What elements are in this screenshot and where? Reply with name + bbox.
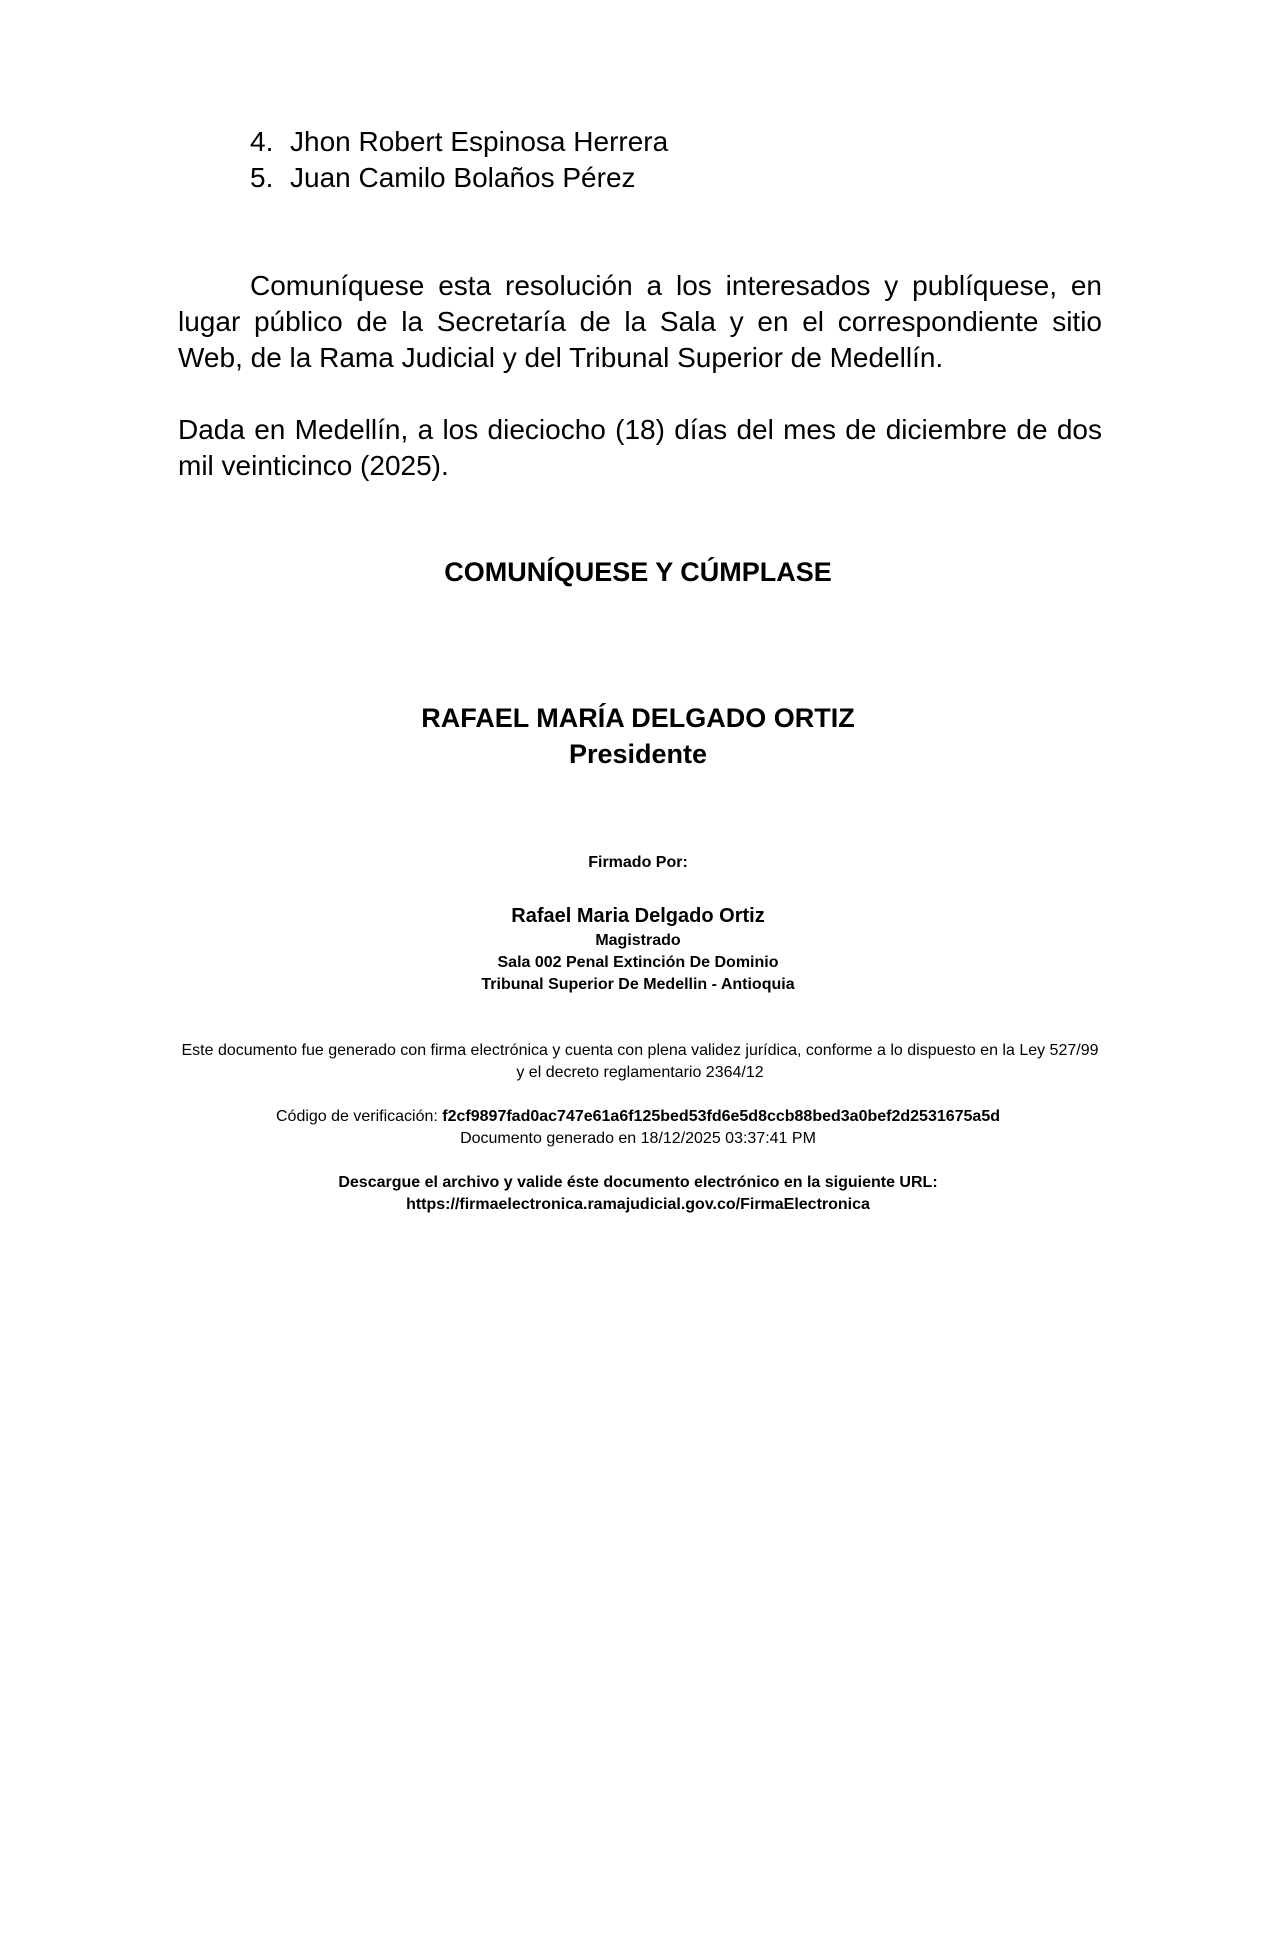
validation-url: https://firmaelectronica.ramajudicial.gov.co/FirmaElectronica [406,1196,870,1213]
e-signer-sala: Sala 002 Penal Extinción De Dominio [497,954,779,971]
verification-line [0,1106,1276,1128]
list-item-text: Jhon Robert Espinosa Herrera [290,126,669,157]
e-signer-tribunal: Tribunal Superior De Medellin - Antioquia [481,976,795,993]
verification-label: Código de verificación: [275,1108,443,1125]
list-item [250,124,668,160]
list-item-number: 4. [250,126,274,157]
list-item [250,160,668,196]
legal-notice: Este documento fue generado con firma electrónica y cuenta con plena validez jurídica, conforme a lo dispuesto en la Ley 527/99 y el decreto reglamentario 2364/12 [181,1042,1099,1081]
signatory-title: Presidente [568,739,708,769]
e-signer-name: Rafael Maria Delgado Ortiz [511,905,765,927]
e-signer-role: Magistrado [595,932,681,949]
list-item-number: 5. [250,162,274,193]
signatory-name: RAFAEL MARÍA DELGADO ORTIZ [421,703,855,733]
communication-paragraph: Comuníquese esta resolución a los interesados y publíquese, en lugar público de la Secretaría de la Sala y en el correspondiente sitio Web, de la Rama Judicial y del Tribunal Superior de Medellín. [178,270,1102,373]
closing-heading: COMUNÍQUESE Y CÚMPLASE [444,557,832,587]
generated-timestamp: Documento generado en 18/12/2025 03:37:41 PM [460,1130,816,1147]
name-list [250,124,668,196]
list-item-text: Juan Camilo Bolaños Pérez [290,162,636,193]
download-instructions: Descargue el archivo y valide éste documento electrónico en la siguiente URL: [338,1174,938,1191]
verification-code: f2cf9897fad0ac747e61a6f125bed53fd6e5d8ccb88bed3a0bef2d2531675a5d [442,1108,1000,1125]
signed-by-label: Firmado Por: [588,854,688,871]
date-paragraph: Dada en Medellín, a los dieciocho (18) días del mes de diciembre de dos mil veinticinco (2025). [178,414,1102,481]
